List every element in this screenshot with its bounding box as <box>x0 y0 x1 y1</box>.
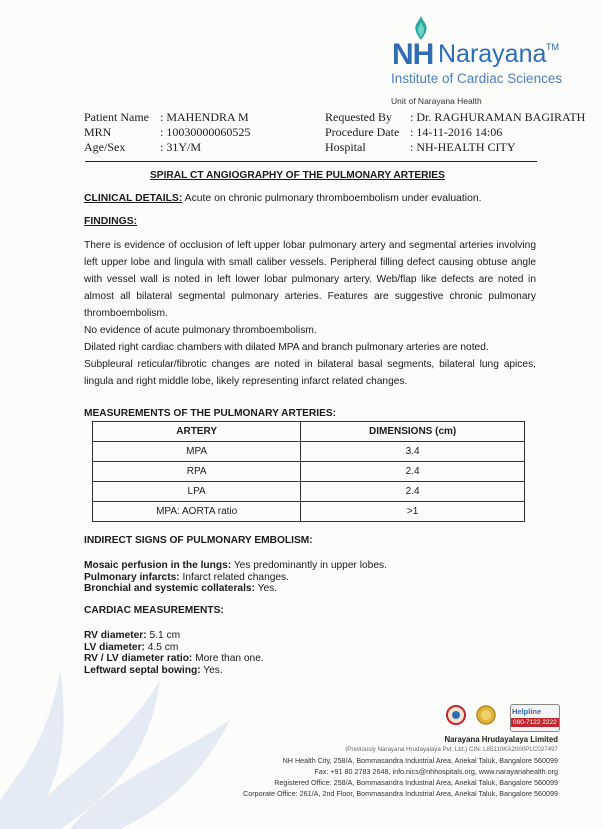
cardiac-heading: CARDIAC MEASUREMENTS: <box>84 605 224 616</box>
accreditation-seal-icon <box>446 705 466 725</box>
table-header-row <box>93 422 525 442</box>
clinical-details-text: Acute on chronic pulmonary thromboembolism under evaluation. <box>182 193 482 204</box>
clinical-details-label: CLINICAL DETAILS: <box>84 193 183 204</box>
list-item <box>84 630 264 642</box>
corporate-office: Corporate Office: 261/A, 2nd Floor, Bommasandra Industrial Area, Anekal Taluk, Bangalore 560099 <box>243 789 558 798</box>
cardiac-list <box>84 630 264 676</box>
gold-seal-icon <box>476 705 496 725</box>
header-divider <box>85 161 537 162</box>
list-item <box>84 642 264 654</box>
item-value: Yes predominantly in upper lobes. <box>231 560 387 571</box>
helpline-number: 080-7122 2222 <box>513 719 557 726</box>
procedure-date-value: : 14-11-2016 14:06 <box>410 125 503 139</box>
patient-name-label: Patient Name <box>84 110 149 124</box>
table-header-dimensions: DIMENSIONS (cm) <box>301 422 525 442</box>
item-value: More than one. <box>192 653 264 664</box>
item-label: RV diameter: <box>84 630 147 641</box>
logo-subtitle: Institute of Cardiac Sciences <box>391 71 563 86</box>
table-cell: 2.4 <box>301 462 525 482</box>
item-value: 4.5 cm <box>144 641 179 653</box>
finding-paragraph: Subpleural reticular/fibrotic changes are noted in bilateral basal segments, bilateral lung apices, lingula and right middle lobe, likely representing infarct related changes. <box>84 359 536 387</box>
item-label: RV / LV diameter ratio: <box>84 653 193 664</box>
registered-office: Registered Office: 258/A, Bommasandra Industrial Area, Anekal Taluk, Bangalore 560099 <box>274 778 558 787</box>
mrn-label: MRN <box>84 125 112 139</box>
table-cell: RPA <box>93 462 301 482</box>
patient-name-value: : MAHENDRA M <box>160 110 249 124</box>
item-value: 5.1 cm <box>146 630 181 641</box>
hospital-label: Hospital <box>325 140 366 154</box>
logo-unit-text: Unit of Narayana Health <box>391 96 482 106</box>
findings-body <box>84 237 536 390</box>
item-value: Yes. <box>200 664 223 676</box>
indirect-signs-heading: INDIRECT SIGNS OF PULMONARY EMBOLISM: <box>84 535 313 546</box>
findings-heading <box>84 216 137 227</box>
list-item <box>84 560 387 572</box>
item-label: Mosaic perfusion in the lungs: <box>84 560 232 571</box>
list-item <box>84 653 264 665</box>
table-header-artery: ARTERY <box>93 422 301 442</box>
indirect-signs-list <box>84 560 387 595</box>
table-cell: MPA <box>93 442 301 462</box>
measurements-table <box>92 421 525 522</box>
table-row <box>93 502 525 522</box>
helpline-label: Helpline <box>512 707 542 716</box>
findings-label: FINDINGS: <box>84 216 138 227</box>
item-value: Yes. <box>255 583 278 594</box>
company-name: Narayana Hrudayalaya Limited <box>444 735 558 744</box>
clinical-details <box>84 193 482 204</box>
mrn-value: : 10030000060525 <box>160 125 251 139</box>
requested-by-label: Requested By <box>325 110 392 124</box>
table-cell: >1 <box>301 502 525 522</box>
company-previously: (Previously Narayana Hrudayalaya Pvt. Ltd.) CIN: L85110KA2000PLC027497 <box>345 746 558 753</box>
list-item <box>84 665 264 677</box>
list-item <box>84 572 387 584</box>
measurements-heading: MEASUREMENTS OF THE PULMONARY ARTERIES: <box>84 408 337 419</box>
finding-paragraph: No evidence of acute pulmonary thromboembolism. <box>84 325 317 336</box>
finding-paragraph: Dilated right cardiac chambers with dilated MPA and branch pulmonary arteries are noted. <box>84 342 489 353</box>
item-value: Infarct related changes. <box>179 571 289 583</box>
item-label: Leftward septal bowing: <box>84 664 201 676</box>
finding-paragraph: There is evidence of occlusion of left upper lobar pulmonary artery and segmental arteries involving left upper lobe and lingula with small caliber vessels. Peripheral filling defect causing obtuse angle with vessel wall is noted in left lower lobar pulmonary artery. Web/flap like defects are noted in almost all bilateral segmental pulmonary arteries. Features are suggestive chronic pulmonary thromboembolism. <box>84 240 536 319</box>
hospital-value: : NH-HEALTH CITY <box>410 140 516 154</box>
logo-mark: NH <box>392 38 434 71</box>
logo-flame-icon <box>408 16 434 40</box>
table-row <box>93 442 525 462</box>
item-label: LV diameter: <box>84 641 145 653</box>
item-label: Bronchial and systemic collaterals: <box>84 583 255 594</box>
procedure-date-label: Procedure Date <box>325 125 400 139</box>
table-cell: 2.4 <box>301 482 525 502</box>
logo-brand-name: Narayana <box>438 40 547 68</box>
agesex-value: : 31Y/M <box>160 140 202 154</box>
item-label: Pulmonary infarcts: <box>84 571 180 583</box>
table-cell: LPA <box>93 482 301 502</box>
table-row <box>93 482 525 502</box>
report-title: SPIRAL CT ANGIOGRAPHY OF THE PULMONARY ARTERIES <box>150 170 445 181</box>
logo-trademark: TM <box>546 42 559 52</box>
table-row <box>93 462 525 482</box>
table-cell: MPA: AORTA ratio <box>93 502 301 522</box>
contact-info: Fax: +91 80 2783 2648, info.nics@nhhospitals.org, www.narayanahealth.org <box>314 767 558 776</box>
agesex-label: Age/Sex <box>84 140 126 154</box>
table-cell: 3.4 <box>301 442 525 462</box>
address-health-city: NH Health City, 258/A, Bommasandra Industrial Area, Anekal Taluk, Bangalore 560099 <box>282 756 558 765</box>
list-item <box>84 583 387 595</box>
requested-by-value: : Dr. RAGHURAMAN BAGIRATH <box>410 110 586 124</box>
